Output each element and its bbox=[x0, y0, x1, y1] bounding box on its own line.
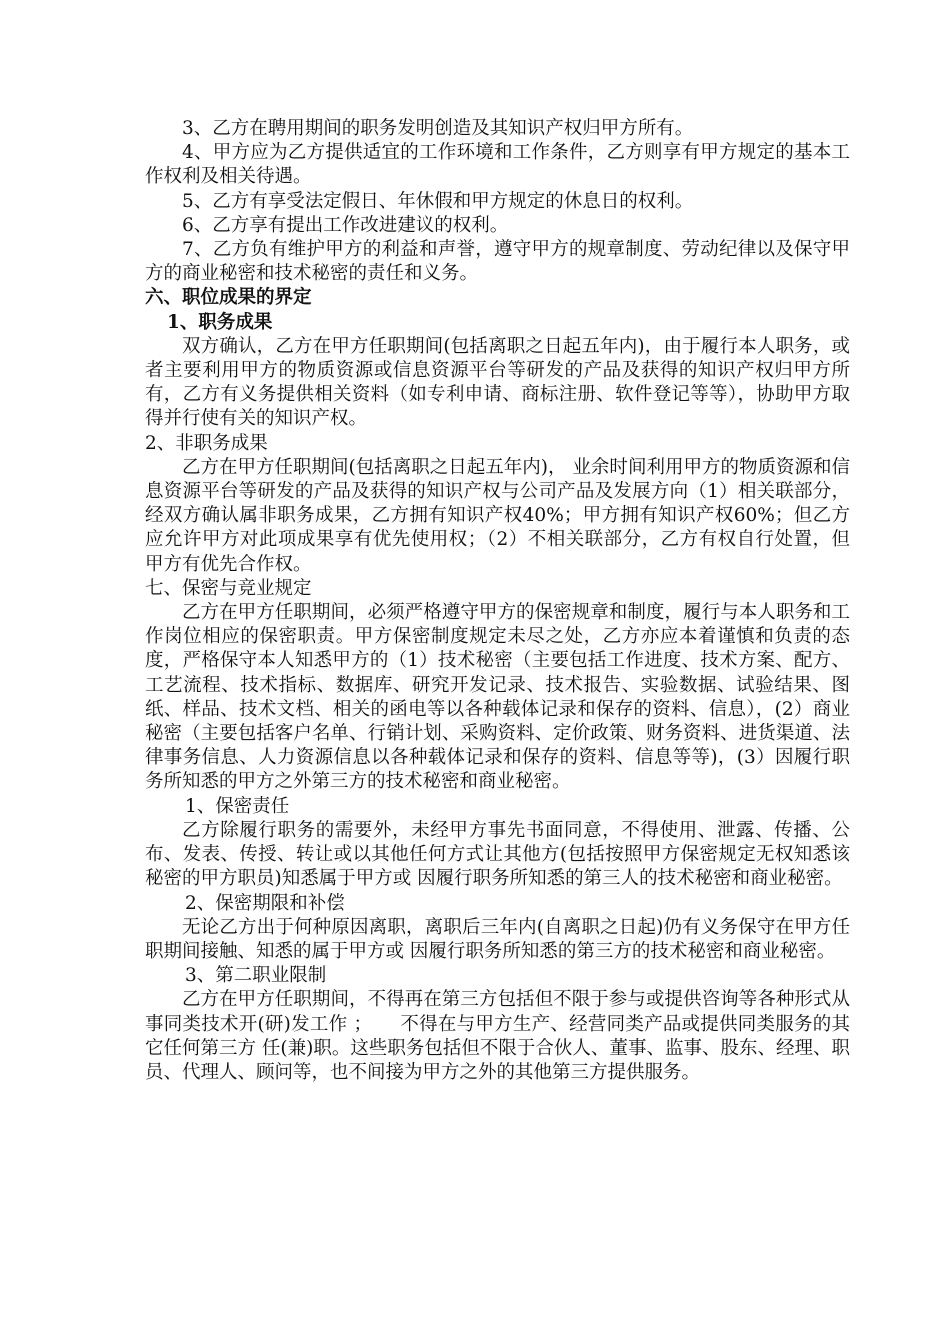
subsection-6-2-heading: 2、非职务成果 bbox=[145, 432, 268, 454]
subsection-6-2-paragraph: 乙方在甲方任职期间(包括离职之日起五年内)， 业余时间利用甲方的物质资源和信息资源平台等研发的产品及获得的知识产权与公司产品及发展方向（1）相关联部分，经双方确认属非职务成果，乙方拥有知识产权40%；甲方拥有知识产权60%；但乙方应允许甲方对此项成果享有优先使用权；（2）不相关联部分，乙方有权自行处置，但甲方有优先合作权。 bbox=[145, 456, 850, 575]
document-page bbox=[145, 117, 850, 1085]
subsection-7-2-paragraph: 无论乙方出于何种原因离职，离职后三年内(自离职之日起)仍有义务保守在甲方任职期间接触、知悉的属于甲方或 因履行职务所知悉的第三方的技术秘密和商业秘密。 bbox=[145, 916, 850, 962]
clause-7-paragraph: 7、乙方负有维护甲方的利益和声誉，遵守甲方的规章制度、劳动纪律以及保守甲方的商业秘密和技术秘密的责任和义务。 bbox=[145, 239, 850, 285]
clause-4-paragraph: 4、甲方应为乙方提供适宜的工作环境和工作条件，乙方则享有甲方规定的基本工作权利及相关待遇。 bbox=[145, 142, 850, 188]
subsection-7-2-heading: 2、保密期限和补偿 bbox=[185, 892, 345, 914]
subsection-7-1-paragraph: 乙方除履行职务的需要外，未经甲方事先书面同意，不得使用、泄露、传播、公布、发表、传授、转让或以其他任何方式让其他方(包括按照甲方保密规定无权知悉该秘密的甲方职员)知悉属于甲方或 因履行职务所知悉的第三人的技术秘密和商业秘密。 bbox=[145, 819, 850, 890]
clause-5-paragraph: 5、乙方有享受法定假日、年休假和甲方规定的休息日的权利。 bbox=[182, 190, 694, 212]
subsection-7-3-paragraph: 乙方在甲方任职期间，不得再在第三方包括但不限于参与或提供咨询等各种形式从事同类技术开(研)发工作 ； 不得在与甲方生产、经营同类产品或提供同类服务的其它任何第三方 任(兼)职。这些职务包括但不限于合伙人、董事、监事、股东、经理、职员、代理人、顾问等，也不间接为甲方之外的其他第三方提供服务。 bbox=[145, 989, 850, 1083]
section-7-paragraph: 乙方在甲方任职期间，必须严格遵守甲方的保密规章和制度，履行与本人职务和工作岗位相应的保密职责。甲方保密制度规定未尽之处，乙方亦应本着谨慎和负责的态度，严格保守本人知悉甲方的（1）技术秘密（主要包括工作进度、技术方案、配方、工艺流程、技术指标、数据库、研究开发记录、技术报告、实验数据、试验结果、图纸、样品、技术文档、相关的函电等以各种载体记录和保存的资料、信息），(2）商业秘密（主要包括客户名单、行销计划、采购资料、定价政策、财务资料、进货渠道、法律事务信息、人力资源信息以各种载体记录和保存的资料、信息等等)，(3）因履行职务所知悉的甲方之外第三方的技术秘密和商业秘密。 bbox=[145, 602, 850, 793]
subsection-7-3-heading: 3、第二职业限制 bbox=[185, 965, 327, 987]
subsection-7-1-heading: 1、保密责任 bbox=[185, 795, 290, 817]
subsection-6-1-heading: 1、职务成果 bbox=[167, 311, 273, 333]
subsection-6-1-paragraph: 双方确认，乙方在甲方任职期间(包括离职之日起五年内)，由于履行本人职务，或者主要利用甲方的物质资源或信息资源平台等研发的产品及获得的知识产权归甲方所有，乙方有义务提供相关资料（如专利申请、商标注册、软件登记等等），协助甲方取得并行使有关的知识产权。 bbox=[145, 335, 850, 430]
section-7-heading: 七、保密与竞业规定 bbox=[145, 577, 312, 599]
clause-6-paragraph: 6、乙方享有提出工作改进建议的权利。 bbox=[182, 214, 509, 236]
clause-3-paragraph: 3、乙方在聘用期间的职务发明创造及其知识产权归甲方所有。 bbox=[182, 118, 694, 139]
section-6-heading: 六、职位成果的界定 bbox=[145, 287, 312, 309]
